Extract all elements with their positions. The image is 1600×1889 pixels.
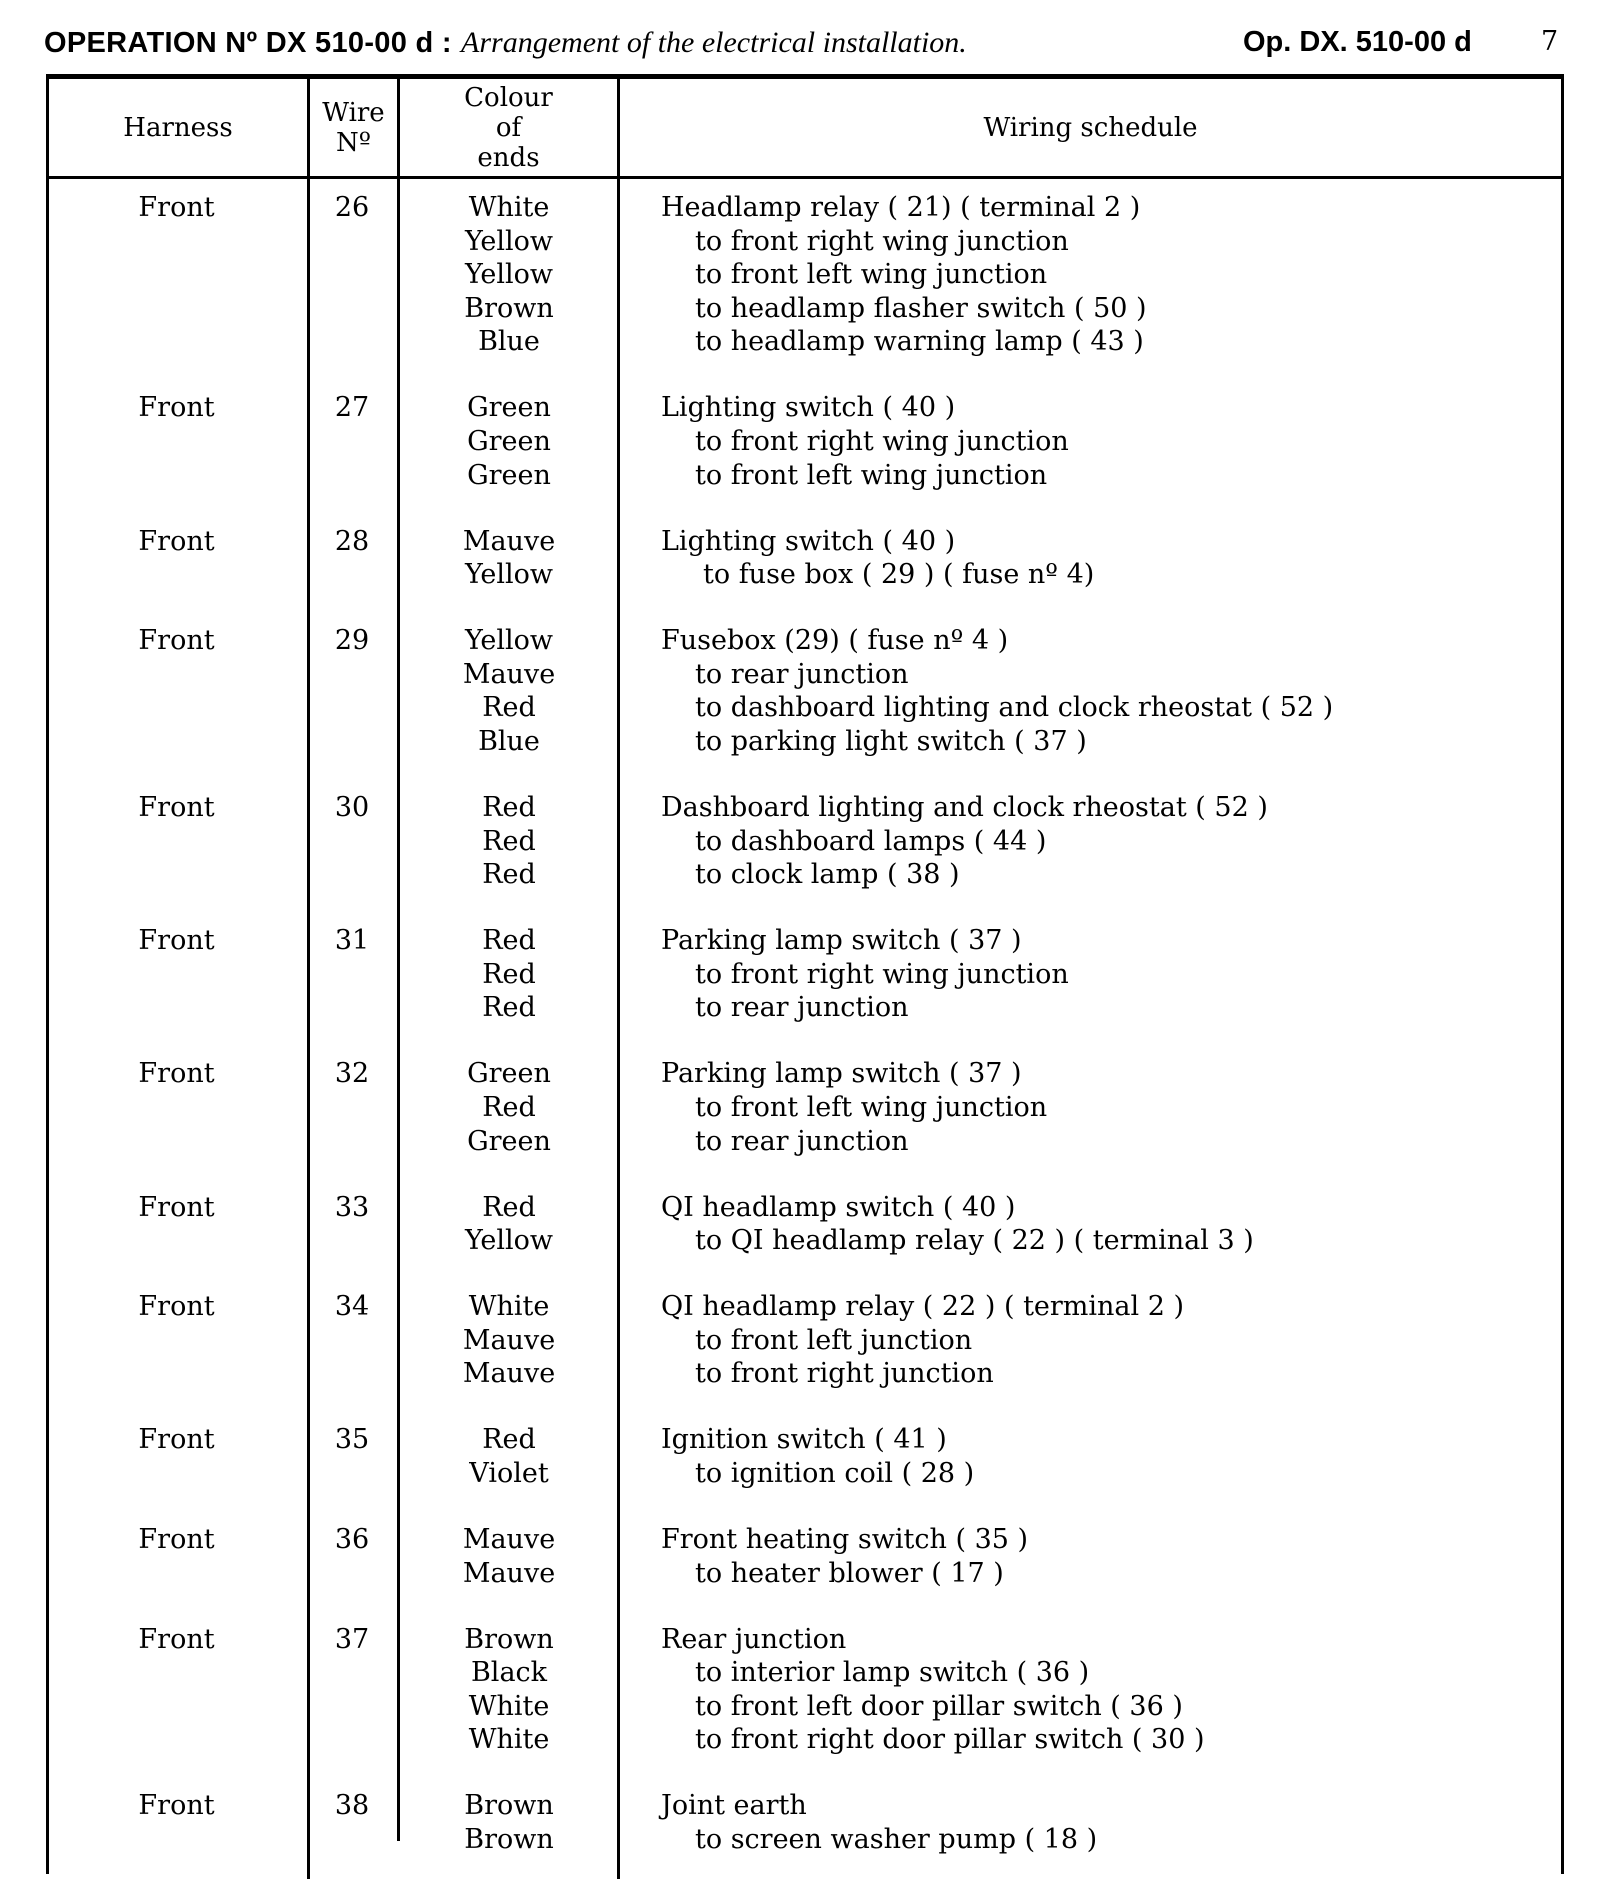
colour-entry: White	[468, 1690, 550, 1722]
schedule-destination: to ignition coil ( 28 )	[695, 1457, 975, 1489]
colour-entry: Mauve	[462, 1557, 556, 1589]
colour-entry: Mauve	[462, 1324, 556, 1356]
harness-cell: Front	[138, 925, 215, 957]
schedule-destination: to front left wing junction	[695, 1091, 1048, 1123]
schedule-source: Joint earth	[661, 1790, 807, 1822]
harness-cell: Front	[138, 192, 215, 223]
table-row	[49, 191, 1561, 391]
schedule-source: QI headlamp relay ( 22 ) ( terminal 2 )	[661, 1291, 1185, 1323]
column-header-schedule: Wiring schedule	[983, 112, 1198, 143]
schedule-source: Rear junction	[661, 1623, 847, 1655]
colour-cell	[400, 791, 618, 892]
table-row	[49, 525, 1561, 625]
colour-entry: Mauve	[462, 1523, 556, 1555]
table-row	[49, 1423, 1561, 1523]
schedule-cell	[661, 391, 1561, 492]
column-header-colour: Colour of ends	[464, 82, 553, 173]
wire-number-cell: 30	[334, 791, 370, 823]
colour-entry: Blue	[478, 326, 540, 358]
page-number: 7	[1541, 26, 1559, 57]
colour-entry: Mauve	[462, 525, 556, 557]
schedule-destination: to front right junction	[695, 1358, 994, 1390]
schedule-destination: to headlamp warning lamp ( 43 )	[695, 326, 1144, 358]
column-header-wire: Wire Nº	[322, 97, 385, 158]
schedule-source: Lighting switch ( 40 )	[661, 525, 956, 557]
schedule-destination: to front left junction	[695, 1324, 973, 1356]
schedule-source: Dashboard lighting and clock rheostat ( 52 )	[661, 791, 1268, 823]
wiring-table	[46, 74, 1564, 1874]
table-row	[49, 1057, 1561, 1190]
wire-number-cell: 26	[334, 192, 370, 223]
harness-cell: Front	[138, 525, 215, 557]
harness-cell: Front	[138, 1291, 215, 1323]
schedule-destination: to rear junction	[695, 658, 909, 690]
table-row	[49, 1523, 1561, 1623]
schedule-destination: to headlamp flasher switch ( 50 )	[695, 292, 1147, 324]
colour-entry: White	[468, 192, 550, 223]
colour-entry: Blue	[478, 725, 540, 757]
colour-entry: Yellow	[464, 225, 554, 257]
schedule-source: Fusebox (29) ( fuse nº 4 )	[661, 625, 1009, 657]
colour-cell	[400, 1623, 618, 1757]
colour-cell	[400, 525, 618, 592]
harness-cell: Front	[138, 1790, 215, 1822]
schedule-destination: to heater blower ( 17 )	[695, 1557, 1004, 1589]
wire-number-cell: 33	[334, 1191, 370, 1223]
colour-cell	[400, 924, 618, 1025]
header-rule	[49, 176, 1561, 179]
harness-cell: Front	[138, 1191, 215, 1223]
table-row	[49, 791, 1561, 924]
colour-entry: Green	[467, 1125, 551, 1157]
colour-entry: Brown	[464, 1623, 554, 1655]
colour-entry: Brown	[464, 292, 554, 324]
operation-number: OPERATION Nº DX 510-00 d :	[44, 27, 452, 59]
schedule-cell	[661, 624, 1561, 758]
schedule-source: Ignition switch ( 41 )	[661, 1424, 947, 1456]
colour-entry: Yellow	[464, 625, 554, 657]
schedule-destination: to front right wing junction	[695, 958, 1069, 990]
colour-entry: Mauve	[462, 1358, 556, 1390]
colour-cell	[400, 1523, 618, 1590]
schedule-cell	[661, 1290, 1561, 1391]
harness-cell: Front	[138, 625, 215, 657]
colour-entry: Violet	[469, 1457, 549, 1489]
colour-cell	[400, 1290, 618, 1391]
schedule-destination: to front right wing junction	[695, 225, 1069, 257]
harness-cell: Front	[138, 1058, 215, 1090]
colour-entry: Yellow	[464, 259, 554, 291]
schedule-cell	[661, 1789, 1561, 1856]
colour-entry: Red	[482, 1424, 536, 1456]
colour-entry: Yellow	[464, 1225, 554, 1257]
column-header-harness: Harness	[123, 112, 233, 143]
colour-entry: Red	[482, 958, 536, 990]
table-row	[49, 1623, 1561, 1790]
schedule-destination: to rear junction	[695, 992, 909, 1024]
wire-number-cell: 28	[334, 525, 370, 557]
schedule-destination: to front right door pillar switch ( 30 )	[695, 1724, 1205, 1756]
colour-entry: Red	[482, 859, 536, 891]
colour-entry: Mauve	[462, 658, 556, 690]
harness-cell: Front	[138, 791, 215, 823]
colour-entry: White	[468, 1291, 550, 1323]
schedule-destination: to fuse box ( 29 ) ( fuse nº 4)	[703, 559, 1095, 591]
schedule-destination: to dashboard lighting and clock rheostat ( 52 )	[695, 692, 1334, 724]
page-header	[44, 22, 1564, 62]
colour-cell	[400, 1789, 618, 1856]
colour-entry: Red	[482, 692, 536, 724]
schedule-destination: to clock lamp ( 38 )	[695, 859, 960, 891]
wire-number-cell: 32	[334, 1058, 370, 1090]
wire-number-cell: 34	[334, 1291, 370, 1323]
schedule-destination: to rear junction	[695, 1125, 909, 1157]
schedule-source: QI headlamp switch ( 40 )	[661, 1191, 1016, 1223]
colour-entry: Brown	[464, 1790, 554, 1822]
schedule-cell	[661, 1057, 1561, 1158]
table-row	[49, 1191, 1561, 1291]
schedule-cell	[661, 1423, 1561, 1490]
schedule-destination: to QI headlamp relay ( 22 ) ( terminal 3 )	[695, 1225, 1254, 1257]
harness-cell: Front	[138, 1424, 215, 1456]
schedule-destination: to front left wing junction	[695, 259, 1048, 291]
colour-entry: Red	[482, 992, 536, 1024]
wire-number-cell: 37	[334, 1623, 370, 1655]
colour-entry: Red	[482, 1091, 536, 1123]
colour-entry: Green	[467, 392, 551, 424]
table-row	[49, 624, 1561, 791]
schedule-cell	[661, 791, 1561, 892]
wire-number-cell: 29	[334, 625, 370, 657]
colour-entry: Red	[482, 825, 536, 857]
colour-entry: Brown	[464, 1823, 554, 1855]
schedule-source: Parking lamp switch ( 37 )	[661, 1058, 1022, 1090]
colour-cell	[400, 391, 618, 492]
schedule-source: Parking lamp switch ( 37 )	[661, 925, 1022, 957]
colour-cell	[400, 1057, 618, 1158]
colour-entry: Red	[482, 1191, 536, 1223]
colour-entry: Green	[467, 1058, 551, 1090]
wire-number-cell: 38	[334, 1790, 370, 1822]
schedule-cell	[661, 924, 1561, 1025]
colour-cell	[400, 624, 618, 758]
harness-cell: Front	[138, 392, 215, 424]
colour-entry: Black	[470, 1657, 548, 1689]
harness-cell: Front	[138, 1623, 215, 1655]
wire-number-cell: 27	[334, 392, 370, 424]
table-body	[49, 191, 1561, 1889]
table-row	[49, 1290, 1561, 1423]
schedule-destination: to front left door pillar switch ( 36 )	[695, 1690, 1183, 1722]
colour-cell	[400, 191, 618, 359]
schedule-destination: to front left wing junction	[695, 459, 1048, 491]
harness-cell: Front	[138, 1523, 215, 1555]
colour-cell	[400, 1423, 618, 1490]
schedule-source: Front heating switch ( 35 )	[661, 1523, 1029, 1555]
table-row	[49, 924, 1561, 1057]
schedule-cell	[661, 1623, 1561, 1757]
schedule-destination: to interior lamp switch ( 36 )	[695, 1657, 1090, 1689]
schedule-destination: to dashboard lamps ( 44 )	[695, 825, 1047, 857]
schedule-cell	[661, 191, 1561, 359]
schedule-cell	[661, 525, 1561, 592]
wire-number-cell: 35	[334, 1424, 370, 1456]
colour-cell	[400, 1191, 618, 1258]
operation-title: Arrangement of the electrical installation.	[461, 26, 967, 59]
colour-entry: White	[468, 1724, 550, 1756]
colour-entry: Green	[467, 425, 551, 457]
wire-number-cell: 31	[334, 925, 370, 957]
schedule-destination: to screen washer pump ( 18 )	[695, 1823, 1098, 1855]
schedule-destination: to parking light switch ( 37 )	[695, 725, 1087, 757]
table-row	[49, 391, 1561, 524]
schedule-cell	[661, 1523, 1561, 1590]
colour-entry: Yellow	[464, 559, 554, 591]
operation-code: Op. DX. 510-00 d	[1243, 26, 1472, 58]
colour-entry: Red	[482, 925, 536, 957]
operation-heading	[44, 22, 967, 63]
wire-number-cell: 36	[334, 1523, 370, 1555]
colour-entry: Red	[482, 791, 536, 823]
schedule-source: Headlamp relay ( 21) ( terminal 2 )	[661, 192, 1141, 223]
schedule-source: Lighting switch ( 40 )	[661, 392, 956, 424]
colour-entry: Green	[467, 459, 551, 491]
schedule-cell	[661, 1191, 1561, 1258]
schedule-destination: to front right wing junction	[695, 425, 1069, 457]
